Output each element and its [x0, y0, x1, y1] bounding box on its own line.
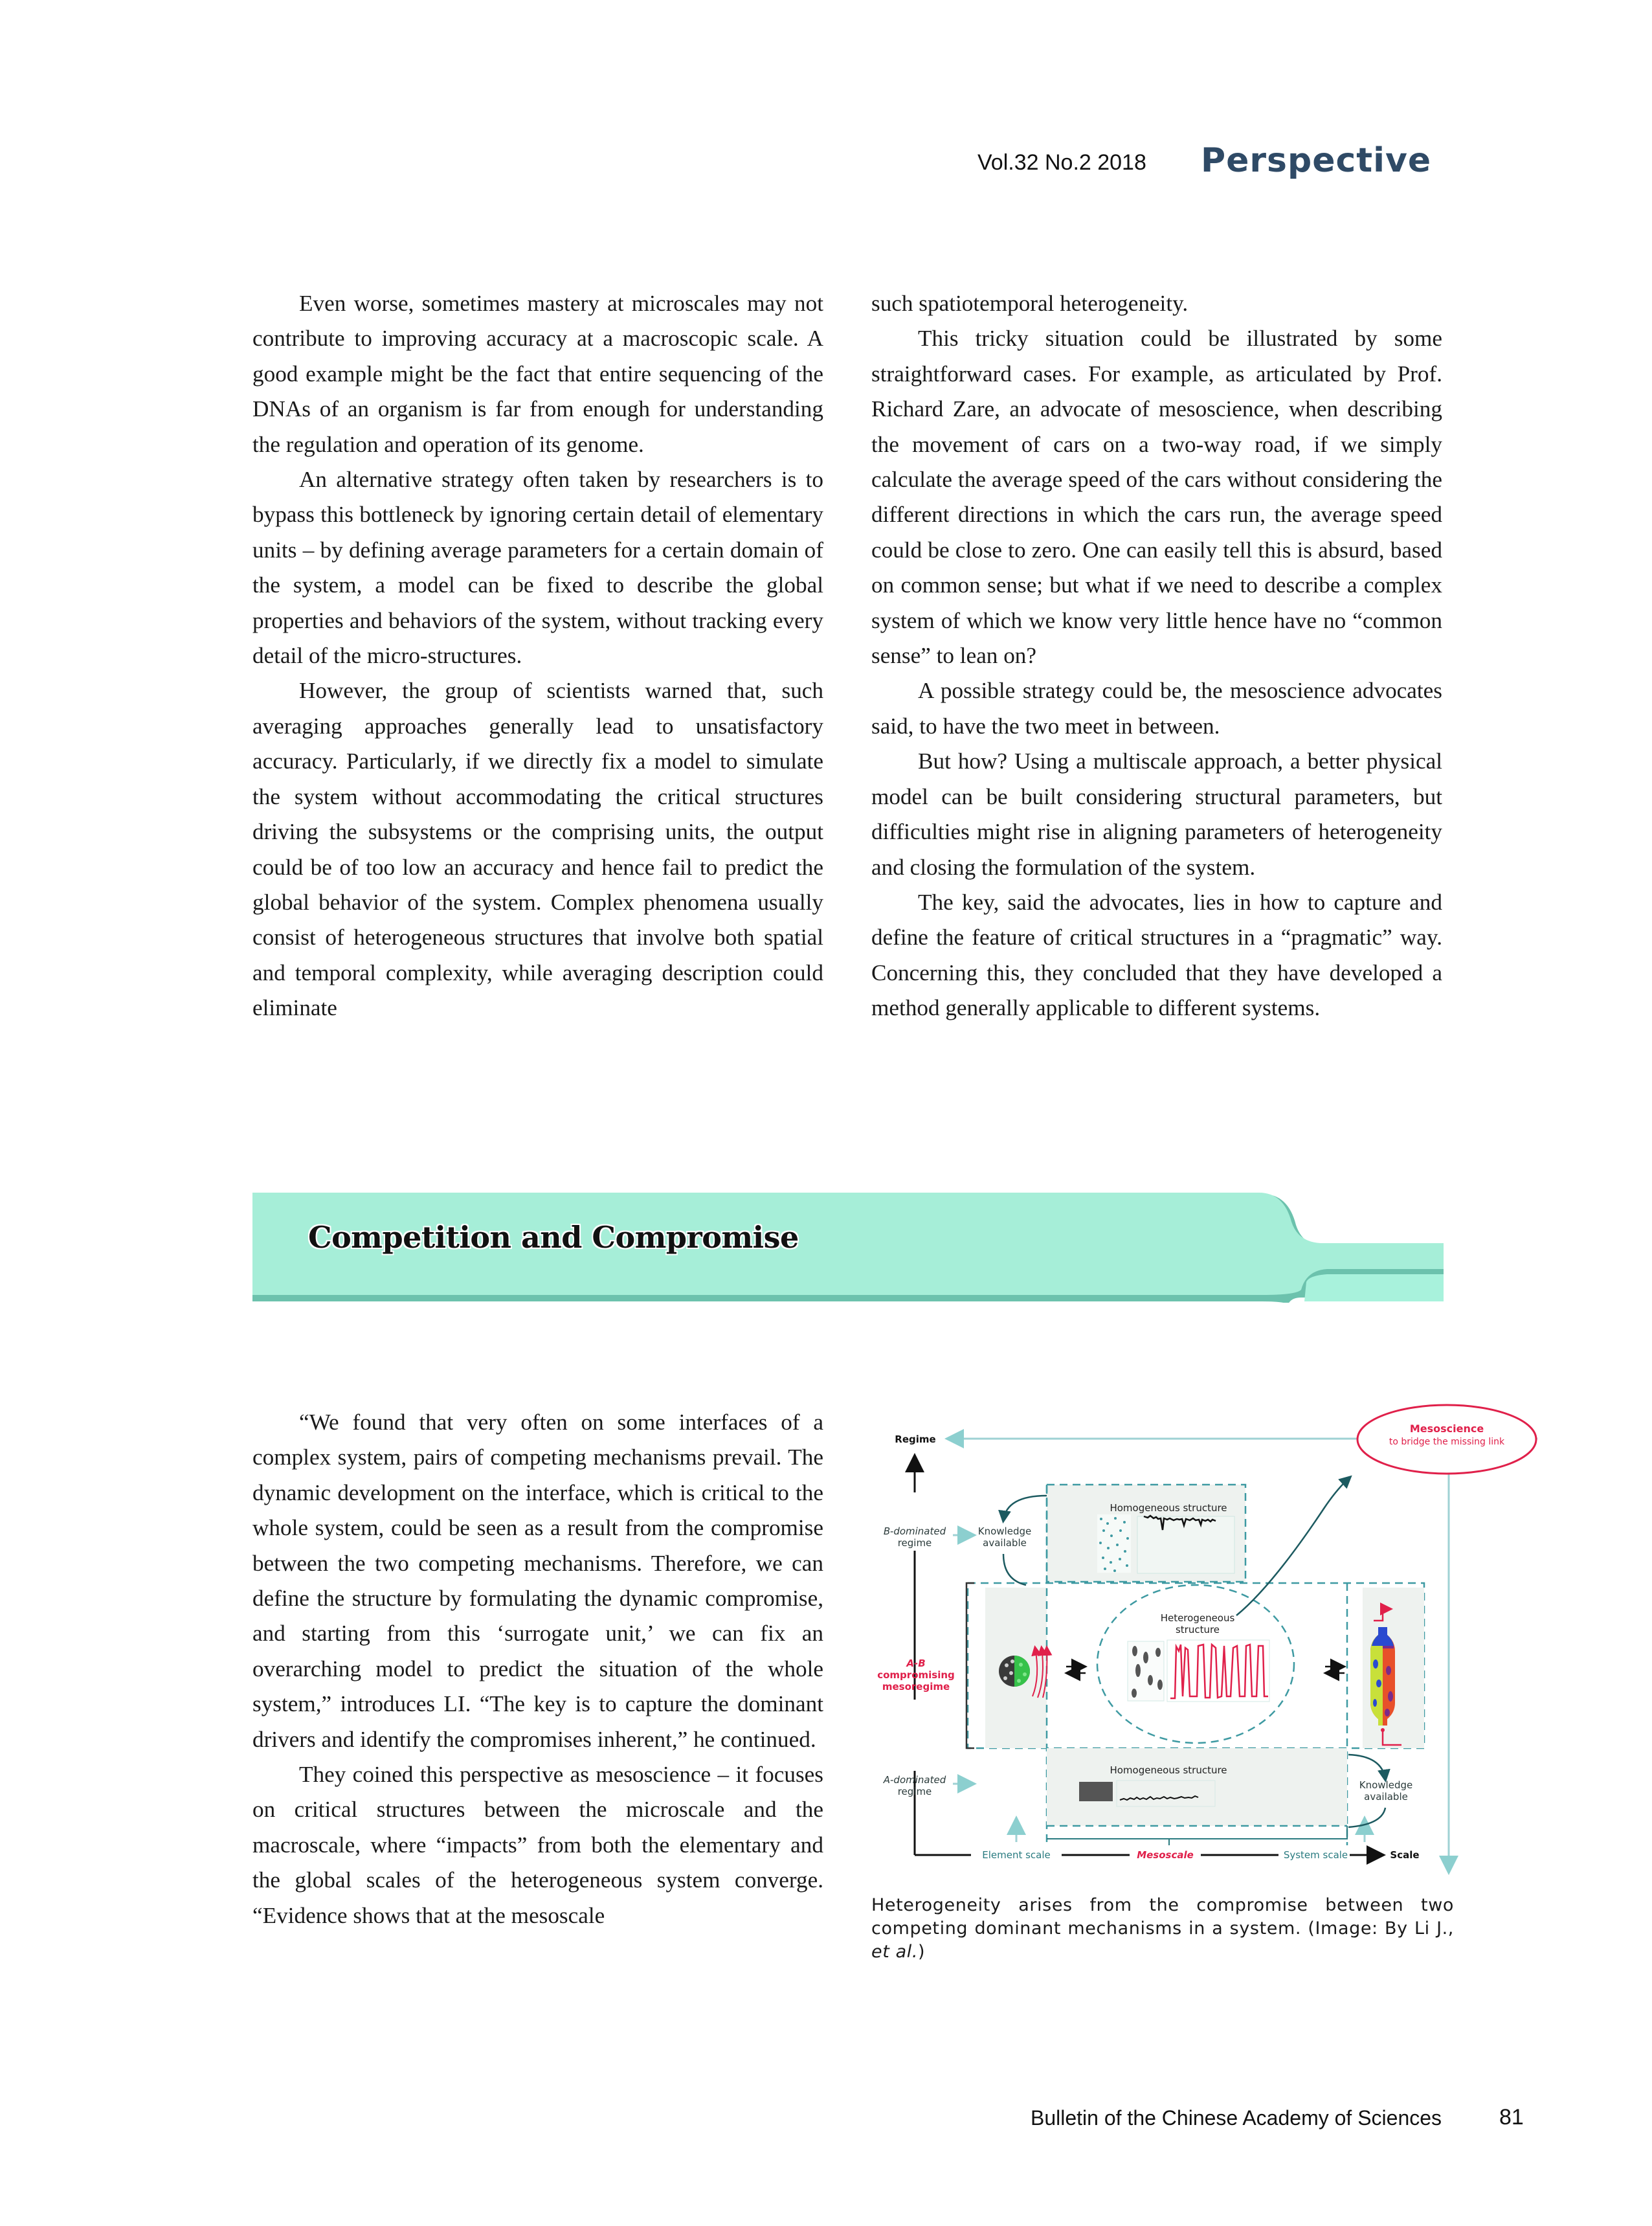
regime-axis-label: Regime	[895, 1433, 936, 1445]
knowledge-bottom-line1: Knowledge	[1359, 1779, 1413, 1791]
mesoscience-subtitle: to bridge the missing link	[1389, 1437, 1505, 1447]
a-dominated-line1: A-dominated	[883, 1774, 946, 1786]
left-column-top	[252, 286, 823, 1026]
right-column-top	[871, 286, 1442, 1026]
paragraph-continuation: such spatiotemporal heterogeneity.	[871, 291, 1189, 316]
a-dominated-line2: regime	[897, 1786, 932, 1797]
figure-caption	[871, 1894, 1454, 1964]
b-dominated-line2: regime	[897, 1537, 932, 1549]
scale-axis-label: Scale	[1390, 1849, 1420, 1861]
issue-volume: Vol.32 No.2 2018	[977, 150, 1146, 175]
section-label: Perspective	[1201, 141, 1432, 180]
homogeneous-structure-top-label: Homogeneous structure	[1110, 1502, 1227, 1514]
ab-mesoregime-label	[877, 1658, 955, 1692]
b-dominated-label	[882, 1525, 947, 1549]
element-scale-label: Element scale	[982, 1849, 1051, 1861]
a-dominated-label	[877, 1774, 952, 1797]
mesoscience-diagram	[871, 1392, 1550, 1891]
heterogeneous-structure-label	[1155, 1612, 1240, 1636]
paragraph: An alternative strategy often taken by researchers is to bypass this bottleneck by ignoring certain detail of elementary units – by defining average parameters for a certain domain of the system, a model can be fixed to describe the global properties and behaviors of the system, without tracking every detail of the micro-structures.	[252, 467, 823, 669]
paragraph: The key, said the advocates, lies in how to capture and define the feature of critical structures in a “pragmatic” way. Concerning this, they concluded that they have developed a method generally applicable to different systems.	[871, 889, 1442, 1021]
mesoscale-label: Mesoscale	[1137, 1849, 1194, 1861]
system-scale-label: System scale	[1283, 1849, 1348, 1861]
footer-journal-name: Bulletin of the Chinese Academy of Sciences	[1031, 2106, 1442, 2130]
diagram-graphics	[871, 1392, 1550, 1891]
caption-italic: et al.	[871, 1942, 919, 1962]
page-number: 81	[1499, 2105, 1524, 2130]
ab-line2: compromising	[877, 1669, 955, 1681]
section-title: Competition and Compromise	[308, 1220, 799, 1255]
paragraph: This tricky situation could be illustrated by some straightforward cases. For example, as articulated by Prof. Richard Zare, an advocate of mesoscience, when describing the movement of cars on a two-way road, if we simply calculate the average speed of the cars without considering the different directions in which the cars run, the average speed could be close to zero. One can easily tell this is absurd, based on common sense; but what if we need to describe a complex system of which we know very little hence have no “common sense” to lean on?	[871, 326, 1442, 669]
paragraph: However, the group of scientists warned that, such averaging approaches generally lead to unsatisfactory accuracy. Particularly, if we directly fix a model to simulate the system without accommodating the critical structures driving the subsystems or the comprising units, the output could be of too low an accuracy and hence fail to predict the global behavior of the system. Complex phenomena usually consist of heterogeneous structures that involve both spatial and temporal complexity, while averaging description could eliminate	[252, 678, 823, 1021]
heterogeneous-line2: structure	[1175, 1624, 1220, 1636]
paragraph: Even worse, sometimes mastery at microscales may not contribute to improving accuracy at a macroscopic scale. A good example might be the fact that entire sequencing of the DNAs of an organism is far from enough for understanding the regulation and operation of its genome.	[252, 291, 823, 457]
b-dominated-line1: B-dominated	[883, 1525, 946, 1537]
ab-line3: mesoregime	[882, 1681, 950, 1692]
mesoscience-title: Mesoscience	[1409, 1422, 1484, 1435]
knowledge-top-line2: available	[983, 1537, 1027, 1549]
knowledge-available-top	[977, 1525, 1032, 1549]
left-column-bottom	[252, 1405, 823, 1933]
paragraph: But how? Using a multiscale approach, a better physical model can be built considering structural parameters, but difficulties might rise in aligning parameters of heterogeneity and closing the formulation of the system.	[871, 748, 1442, 880]
knowledge-available-bottom	[1357, 1779, 1414, 1803]
homogeneous-structure-bottom-label: Homogeneous structure	[1110, 1764, 1227, 1776]
knowledge-top-line1: Knowledge	[977, 1525, 1032, 1537]
caption-text: Heterogeneity arises from the compromise between two competing dominant mechanisms in a system. (Image: By Li J.,	[871, 1895, 1454, 1939]
paragraph: A possible strategy could be, the mesoscience advocates said, to have the two meet in between.	[871, 678, 1442, 739]
knowledge-bottom-line2: available	[1364, 1791, 1408, 1803]
paragraph: They coined this perspective as mesoscience – it focuses on critical structures between the microscale and the macroscale, where “impacts” from both the elementary and the global scales of the heterogeneous system converge. “Evidence shows that at the mesoscale	[252, 1762, 823, 1928]
paragraph: “We found that very often on some interfaces of a complex system, pairs of competing mechanisms prevail. The dynamic development on the interface, which is critical to the whole system, could be seen as a result from the compromise between the two competing mechanisms. Therefore, we can define the structure by formulating the dynamic compromise, and starting from this ‘surrogate unit,’ we can fix an overarching model to predict the situation of the whole system,” introduces LI. “The key is to capture the dominant drivers and identify the compromises inherent,” he continued.	[252, 1410, 823, 1752]
caption-close: )	[918, 1942, 926, 1962]
ab-line1: A-B	[906, 1658, 926, 1669]
heterogeneous-line1: Heterogeneous	[1160, 1612, 1235, 1624]
